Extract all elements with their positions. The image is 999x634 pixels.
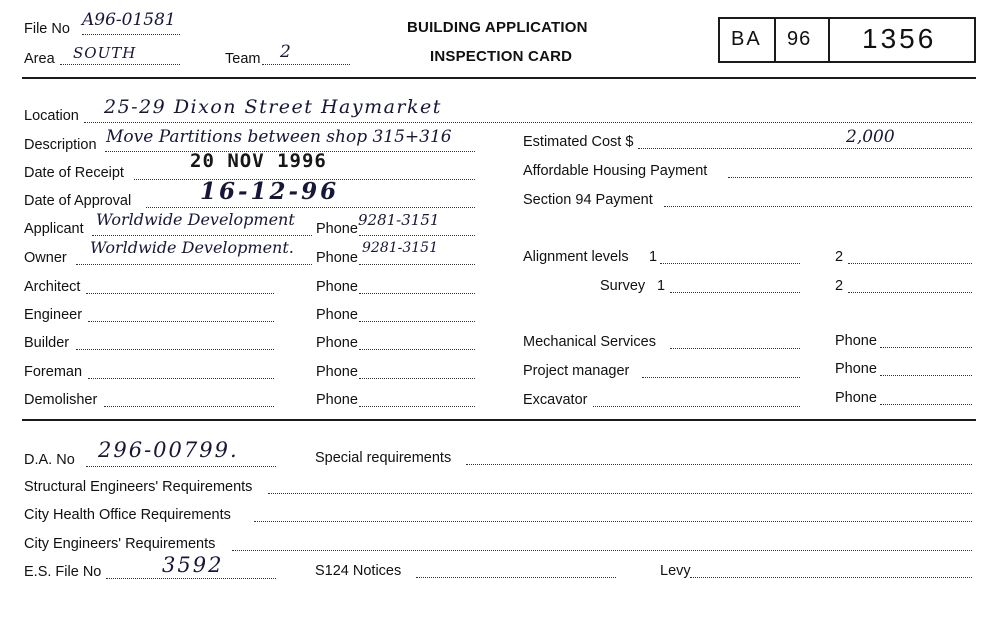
foreman-phone-label: Phone: [316, 364, 358, 380]
demolisher-line: [104, 405, 274, 407]
foreman-phone-line: [359, 377, 475, 379]
alignment-label: Alignment levels: [523, 249, 629, 265]
city-health-line: [254, 520, 972, 522]
team-label: Team: [225, 51, 261, 67]
estimated-cost-value[interactable]: 2,000: [846, 127, 895, 147]
engineer-phone-line: [359, 320, 475, 322]
applicant-label: Applicant: [24, 221, 84, 237]
affordable-housing-line: [728, 176, 972, 178]
owner-label: Owner: [24, 250, 67, 266]
team-line: [262, 63, 350, 65]
structural-engineers-line: [268, 492, 972, 494]
affordable-housing-label: Affordable Housing Payment: [523, 163, 708, 179]
demolisher-label: Demolisher: [24, 392, 98, 408]
middle-rule: [22, 419, 976, 421]
owner-phone-value[interactable]: 9281-3151: [362, 240, 438, 256]
es-file-label: E.S. File No: [24, 564, 102, 580]
reference-number: 1356: [862, 23, 937, 54]
mechanical-line: [670, 347, 800, 349]
area-label: Area: [24, 51, 55, 67]
es-file-line: [106, 577, 276, 579]
estimated-cost-label: Estimated Cost $: [523, 134, 634, 150]
city-engineers-label: City Engineers' Requirements: [24, 536, 216, 552]
city-health-label: City Health Office Requirements: [24, 507, 231, 523]
applicant-value[interactable]: Worldwide Development: [96, 210, 295, 229]
engineer-label: Engineer: [24, 307, 83, 323]
foreman-line: [88, 377, 274, 379]
survey-1-label: 1: [657, 278, 666, 294]
project-phone-line: [880, 374, 972, 376]
owner-phone-line: [359, 263, 475, 265]
da-no-label: D.A. No: [24, 452, 75, 468]
project-manager-label: Project manager: [523, 363, 630, 379]
foreman-label: Foreman: [24, 364, 83, 380]
special-requirements-line: [466, 463, 972, 465]
approval-line: [146, 206, 475, 208]
receipt-value[interactable]: 20 NOV 1996: [190, 150, 327, 172]
survey-1-line: [670, 291, 800, 293]
mechanical-label: Mechanical Services: [523, 334, 656, 350]
architect-label: Architect: [24, 279, 81, 295]
builder-phone-line: [359, 348, 475, 350]
architect-phone-label: Phone: [316, 279, 358, 295]
survey-label: Survey: [600, 278, 646, 294]
excavator-phone-line: [880, 403, 972, 405]
location-value[interactable]: 25-29 Dixon Street Haymarket: [104, 96, 442, 118]
es-file-value[interactable]: 3592: [162, 553, 224, 577]
receipt-label: Date of Receipt: [24, 165, 124, 181]
card-title-line1: BUILDING APPLICATION: [407, 19, 588, 36]
survey-2-label: 2: [835, 278, 844, 294]
alignment-2-line: [848, 262, 972, 264]
mechanical-phone-label: Phone: [835, 333, 877, 349]
levy-label: Levy: [660, 563, 691, 579]
area-value[interactable]: SOUTH: [73, 44, 137, 62]
da-no-line: [86, 465, 276, 467]
excavator-line: [593, 405, 800, 407]
reference-year: 96: [787, 28, 812, 50]
demolisher-phone-line: [359, 405, 475, 407]
alignment-1-label: 1: [649, 249, 658, 265]
reference-divider-1: [774, 17, 776, 63]
survey-2-line: [848, 291, 972, 293]
special-requirements-label: Special requirements: [315, 450, 452, 466]
alignment-1-line: [660, 262, 800, 264]
excavator-label: Excavator: [523, 392, 588, 408]
builder-phone-label: Phone: [316, 335, 358, 351]
file-no-label: File No: [24, 21, 70, 37]
location-line: [84, 121, 972, 123]
architect-line: [86, 292, 274, 294]
section94-line: [664, 205, 972, 207]
levy-line: [690, 576, 972, 578]
applicant-line: [92, 234, 312, 236]
s124-notices-label: S124 Notices: [315, 563, 402, 579]
alignment-2-label: 2: [835, 249, 844, 265]
city-engineers-line: [232, 549, 972, 551]
owner-value[interactable]: Worldwide Development.: [90, 238, 294, 257]
file-no-line: [82, 33, 180, 35]
owner-line: [76, 263, 312, 265]
description-label: Description: [24, 137, 97, 153]
applicant-phone-value[interactable]: 9281-3151: [358, 211, 440, 229]
project-phone-label: Phone: [835, 361, 877, 377]
section94-label: Section 94 Payment: [523, 192, 653, 208]
builder-label: Builder: [24, 335, 70, 351]
s124-notices-line: [416, 576, 616, 578]
reference-divider-2: [828, 17, 830, 63]
engineer-line: [88, 320, 274, 322]
project-manager-line: [642, 376, 800, 378]
approval-label: Date of Approval: [24, 193, 132, 209]
description-value[interactable]: Move Partitions between shop 315+316: [106, 127, 452, 147]
excavator-phone-label: Phone: [835, 390, 877, 406]
da-no-value[interactable]: 296-00799.: [98, 438, 239, 462]
applicant-phone-line: [359, 234, 475, 236]
location-label: Location: [24, 108, 79, 124]
demolisher-phone-label: Phone: [316, 392, 358, 408]
approval-value[interactable]: 16-12-96: [200, 178, 340, 205]
file-no-value[interactable]: A96-01581: [82, 10, 176, 30]
owner-phone-label: Phone: [316, 250, 358, 266]
engineer-phone-label: Phone: [316, 307, 358, 323]
area-line: [60, 63, 180, 65]
structural-engineers-label: Structural Engineers' Requirements: [24, 479, 253, 495]
mechanical-phone-line: [880, 346, 972, 348]
header-rule: [22, 77, 976, 79]
estimated-cost-line: [638, 147, 972, 149]
card-title-line2: INSPECTION CARD: [430, 48, 573, 65]
reference-prefix: BA: [731, 28, 762, 50]
applicant-phone-label: Phone: [316, 221, 358, 237]
builder-line: [76, 348, 274, 350]
architect-phone-line: [359, 292, 475, 294]
team-value[interactable]: 2: [280, 42, 291, 62]
